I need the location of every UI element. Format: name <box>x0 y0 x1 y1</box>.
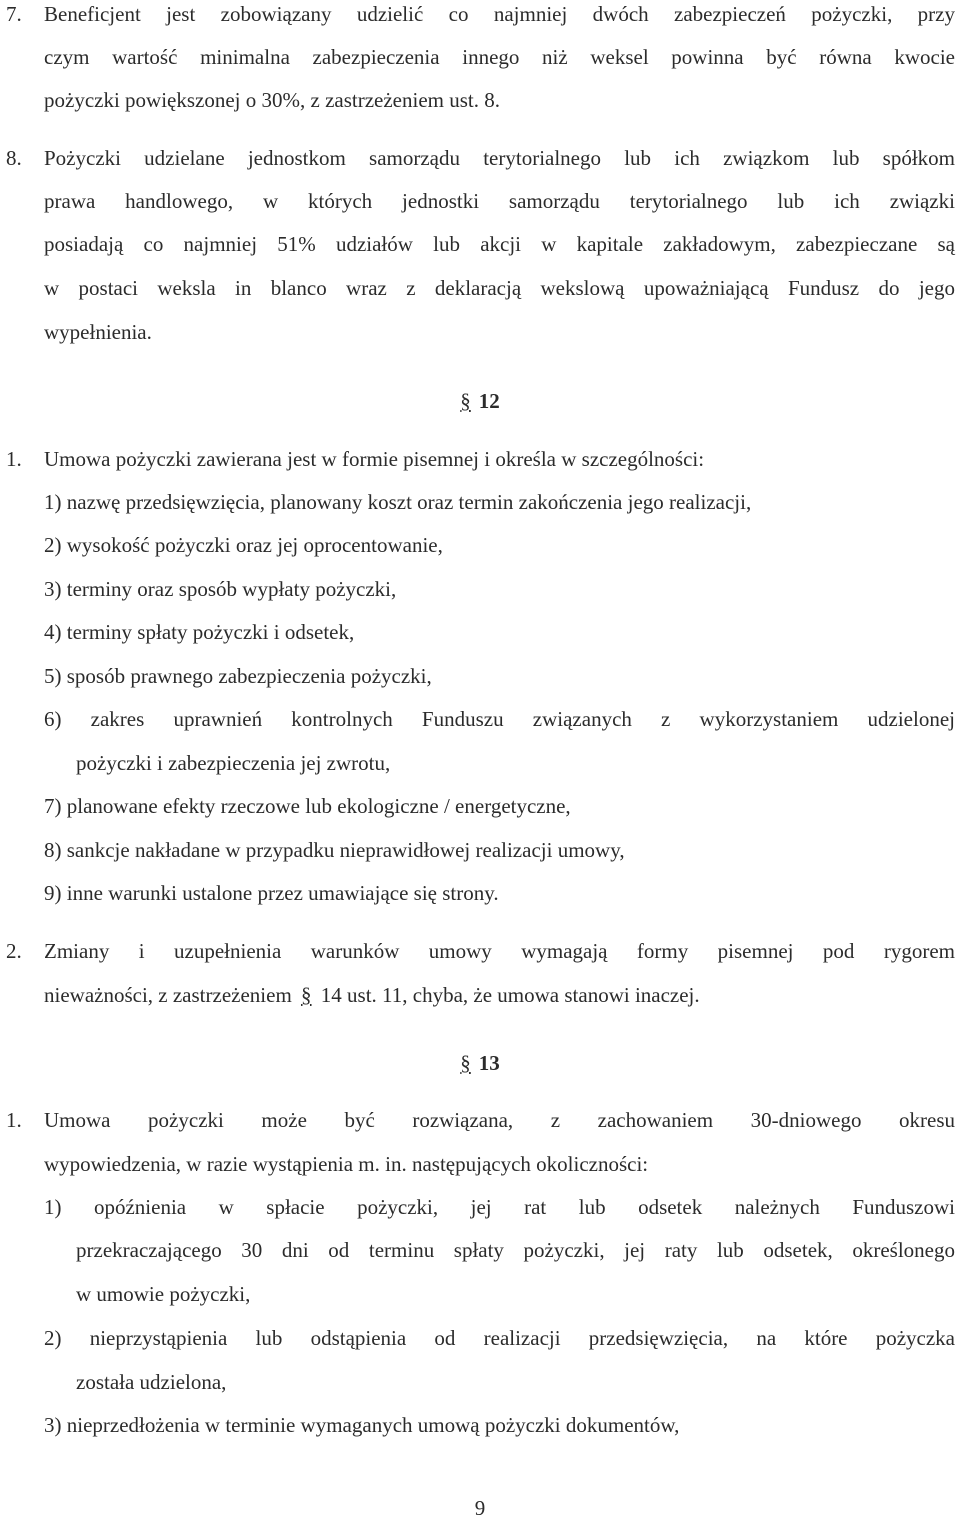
text-line: wypełnienia. <box>44 320 152 344</box>
section-symbol: § <box>301 983 312 1007</box>
list-item: 2) nieprzystąpienia lub odstąpienia od realizacji przedsięwzięcia, na które pożyczka <box>44 1326 955 1350</box>
paragraph-number: 8. <box>6 146 22 170</box>
text-line: posiadają co najmniej 51% udziałów lub akcji w kapitale zakładowym, zabezpieczane są <box>44 232 955 256</box>
page-number: 9 <box>474 1496 486 1520</box>
section-12-heading <box>0 391 960 412</box>
text-segment: nieważności, z zastrzeżeniem <box>44 983 292 1007</box>
section-symbol: § <box>460 389 471 413</box>
text-line: Zmiany i uzupełnienia warunków umowy wymagają formy pisemnej pod rygorem <box>44 939 955 963</box>
list-item-continuation: przekraczającego 30 dni od terminu spłaty pożyczki, jej raty lub odsetek, określonego <box>76 1238 955 1262</box>
text-line: wypowiedzenia, w razie wystąpienia m. in. następujących okoliczności: <box>44 1152 649 1176</box>
text-line: Umowa pożyczki może być rozwiązana, z zachowaniem 30-dniowego okresu <box>44 1108 955 1132</box>
paragraph-number: 1. <box>6 1108 22 1132</box>
text-line: Umowa pożyczki zawierana jest w formie pisemnej i określa w szczególności: <box>44 447 705 471</box>
text-line: w postaci weksla in blanco wraz z deklaracją wekslową upoważniającą Fundusz do jego <box>44 276 955 300</box>
section-number: 12 <box>478 389 500 413</box>
paragraph-number: 1. <box>6 447 22 471</box>
list-item: 6) zakres uprawnień kontrolnych Funduszu związanych z wykorzystaniem udzielonej <box>44 707 955 731</box>
section-13-heading <box>0 1053 960 1074</box>
list-item-continuation: została udzielona, <box>76 1370 227 1394</box>
list-item: 5) sposób prawnego zabezpieczenia pożyczki, <box>44 664 432 688</box>
list-item: 3) nieprzedłożenia w terminie wymaganych umową pożyczki dokumentów, <box>44 1413 680 1437</box>
list-item-continuation: pożyczki i zabezpieczenia jej zwrotu, <box>76 751 391 775</box>
list-item: 4) terminy spłaty pożyczki i odsetek, <box>44 620 355 644</box>
text-line: czym wartość minimalna zabezpieczenia innego niż weksel powinna być równa kwocie <box>44 45 955 69</box>
paragraph-number: 2. <box>6 939 22 963</box>
list-item: 3) terminy oraz sposób wypłaty pożyczki, <box>44 577 397 601</box>
list-item: 7) planowane efekty rzeczowe lub ekologiczne / energetyczne, <box>44 794 571 818</box>
text-line: prawa handlowego, w których jednostki samorządu terytorialnego lub ich związki <box>44 189 955 213</box>
list-item: 1) opóźnienia w spłacie pożyczki, jej rat lub odsetek należnych Funduszowi <box>44 1195 955 1219</box>
text-line: Pożyczki udzielane jednostkom samorządu terytorialnego lub ich związkom lub spółkom <box>44 146 955 170</box>
paragraph-number: 7. <box>6 2 22 26</box>
list-item-continuation: w umowie pożyczki, <box>76 1282 251 1306</box>
text-segment: 14 ust. 11, chyba, że umowa stanowi inaczej. <box>320 983 700 1007</box>
list-item: 8) sankcje nakładane w przypadku nieprawidłowej realizacji umowy, <box>44 838 625 862</box>
section-number: 13 <box>478 1051 500 1075</box>
text-line: pożyczki powiększonej o 30%, z zastrzeżeniem ust. 8. <box>44 88 501 112</box>
section-symbol: § <box>460 1051 471 1075</box>
list-item: 2) wysokość pożyczki oraz jej oprocentowanie, <box>44 533 443 557</box>
text-line <box>44 985 700 1006</box>
list-item: 1) nazwę przedsięwzięcia, planowany koszt oraz termin zakończenia jego realizacji, <box>44 490 752 514</box>
list-item: 9) inne warunki ustalone przez umawiające się strony. <box>44 881 499 905</box>
text-line: Beneficjent jest zobowiązany udzielić co najmniej dwóch zabezpieczeń pożyczki, przy <box>44 2 955 26</box>
